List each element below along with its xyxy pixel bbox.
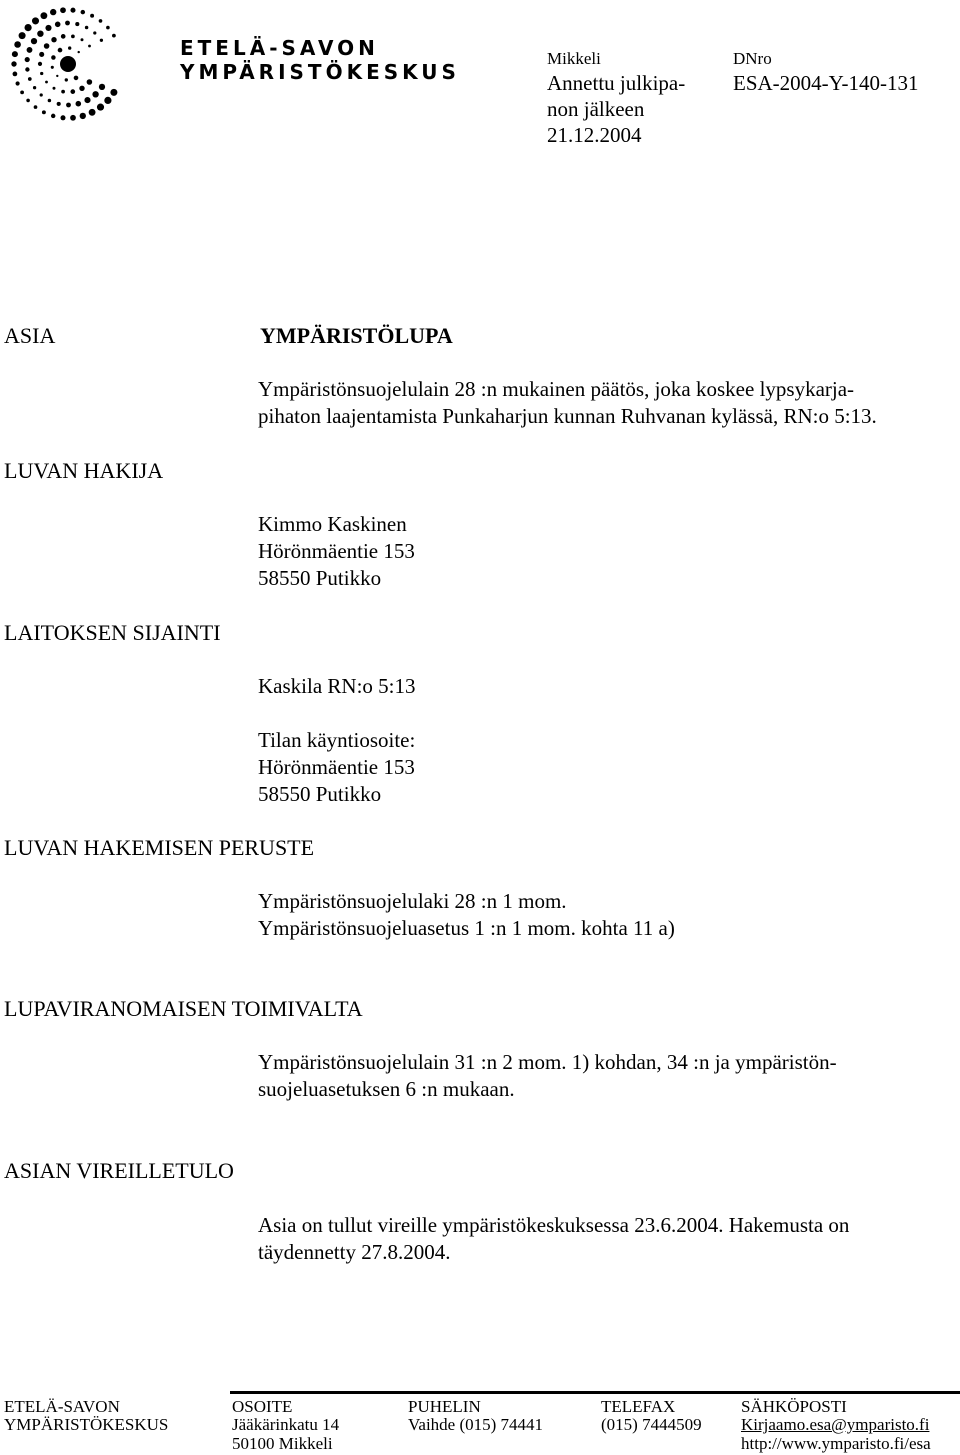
logo — [8, 6, 458, 124]
logo-dot — [45, 81, 48, 84]
logo-dot — [70, 115, 76, 121]
logo-dot — [44, 43, 50, 49]
logo-dot — [85, 26, 89, 30]
logo-dot — [87, 79, 93, 85]
logo-dot — [88, 45, 91, 48]
logo-dot — [14, 41, 21, 48]
footer-email-label: SÄHKÖPOSTI — [741, 1397, 847, 1416]
footer-fax-value: (015) 7444509 — [601, 1415, 702, 1434]
logo-dot — [55, 22, 61, 28]
logo-dot — [26, 99, 30, 103]
logo-dot — [60, 115, 65, 120]
logo-dot — [110, 89, 117, 96]
sijainti-estate: Kaskila RN:o 5:13 — [258, 674, 416, 698]
logo-dot — [56, 75, 58, 77]
logo-dot — [50, 9, 56, 15]
hakija-postal: 58550 Putikko — [258, 566, 382, 590]
logo-dot — [78, 51, 80, 53]
logo-center-dot — [60, 56, 76, 72]
logo-dot — [60, 7, 66, 13]
header-dnro-label: DNro — [733, 49, 772, 68]
logo-dot — [16, 81, 20, 85]
sijainti-visit-label: Tilan käyntiosoite: — [258, 728, 416, 752]
footer-phone-value: Vaihde (015) 74441 — [408, 1415, 544, 1434]
logo-dot — [68, 46, 71, 49]
logo-dot — [61, 34, 66, 39]
logo-dot — [12, 51, 18, 57]
footer-address-postal: 50100 Mikkeli — [232, 1434, 333, 1453]
logo-dot — [40, 12, 47, 19]
asia-title: YMPÄRISTÖLUPA — [260, 323, 453, 348]
logo-dot — [92, 91, 98, 97]
footer-address-label: OSOITE — [232, 1397, 293, 1416]
logo-dot — [38, 62, 42, 66]
logo-dot — [25, 57, 30, 62]
logo-dot — [93, 31, 96, 34]
logo-dot — [51, 66, 54, 69]
logo-dot — [48, 99, 52, 103]
asia-text-line2: pihaton laajentamista Punkaharjun kunnan Ruhvanan kylässä, RN:o 5:13. — [258, 404, 877, 428]
peruste-line1: Ympäristönsuojelulaki 28 :n 1 mom. — [258, 889, 567, 913]
sijainti-postal: 58550 Putikko — [258, 782, 382, 806]
logo-dot — [65, 78, 68, 81]
logo-dots-icon — [8, 6, 128, 124]
footer-address-street: Jääkärinkatu 14 — [232, 1415, 340, 1434]
hakija-street: Hörönmäentie 153 — [258, 539, 415, 563]
logo-dot — [100, 39, 103, 42]
logo-dot — [70, 8, 75, 13]
logo-dot — [58, 48, 63, 53]
logo-text-line1: ETELÄ-SAVON — [180, 36, 379, 60]
section-label-peruste: LUVAN HAKEMISEN PERUSTE — [4, 835, 315, 860]
logo-dot — [76, 101, 82, 107]
section-label-toimivalta: LUPAVIRANOMAISEN TOIMIVALTA — [4, 996, 363, 1021]
logo-dot — [51, 37, 56, 42]
vireilletulo-line2: täydennetty 27.8.2004. — [258, 1240, 451, 1264]
logo-dot — [51, 114, 55, 118]
logo-dot — [25, 24, 32, 31]
toimivalta-line2: suojeluasetuksen 6 :n mukaan. — [258, 1077, 515, 1101]
logo-dot — [40, 72, 43, 75]
footer-phone-label: PUHELIN — [408, 1397, 481, 1416]
header-issued-line2: non jälkeen — [547, 97, 645, 121]
sijainti-street: Hörönmäentie 153 — [258, 755, 415, 779]
logo-dot — [81, 10, 85, 14]
footer-rule — [230, 1391, 960, 1394]
logo-dot — [112, 34, 116, 38]
logo-dot — [27, 47, 33, 53]
header-issued-line1: Annettu julkipa- — [547, 71, 686, 95]
logo-dot — [89, 109, 96, 116]
logo-dot — [42, 110, 46, 114]
logo-dot — [45, 25, 51, 31]
logo-dot — [79, 86, 84, 91]
toimivalta-line1: Ympäristönsuojelulain 31 :n 2 mom. 1) kohdan, 34 :n ja ympäristön- — [258, 1050, 837, 1074]
header-issued-date: 21.12.2004 — [547, 123, 642, 147]
logo-dot — [104, 97, 111, 104]
logo-dot — [11, 61, 16, 66]
header-place: Mikkeli — [547, 49, 601, 68]
footer-org-line2: YMPÄRISTÖKESKUS — [4, 1415, 169, 1434]
logo-dot — [80, 113, 86, 119]
asia-text-line1: Ympäristönsuojelulain 28 :n mukainen päätös, joka koskee lypsykarja- — [258, 377, 855, 401]
logo-dot — [74, 76, 79, 81]
header-dnro-value: ESA-2004-Y-140-131 — [733, 71, 919, 95]
peruste-line2: Ympäristönsuojeluasetus 1 :n 1 mom. kohta 11 a) — [258, 916, 675, 940]
footer-email-link[interactable]: Kirjaamo.esa@ymparisto.fi — [741, 1415, 930, 1434]
logo-dot — [28, 77, 32, 81]
section-label-vireilletulo: ASIAN VIREILLETULO — [4, 1158, 234, 1183]
logo-dot — [81, 38, 84, 41]
section-label-asia: ASIA — [4, 323, 56, 348]
logo-dot — [90, 14, 94, 18]
logo-dot — [66, 103, 71, 108]
logo-dot — [65, 21, 70, 26]
logo-dot — [75, 22, 79, 26]
section-label-sijainti: LAITOKSEN SIJAINTI — [4, 620, 221, 645]
logo-dot — [84, 97, 90, 103]
hakija-name: Kimmo Kaskinen — [258, 512, 407, 536]
logo-dot — [37, 31, 43, 37]
logo-dot — [19, 32, 26, 39]
footer-fax-label: TELEFAX — [601, 1397, 676, 1416]
logo-dot — [33, 86, 36, 89]
footer-web-link[interactable]: http://www.ymparisto.fi/esa — [741, 1434, 931, 1453]
footer-org-line1: ETELÄ-SAVON — [4, 1397, 120, 1416]
section-label-hakija: LUVAN HAKIJA — [4, 458, 164, 483]
logo-dot — [57, 102, 61, 106]
logo-dot — [40, 93, 43, 96]
logo-dot — [31, 38, 37, 44]
logo-dot — [25, 67, 29, 71]
logo-dot — [51, 55, 56, 60]
logo-dot — [53, 87, 56, 90]
logo-dot — [39, 52, 44, 57]
logo-dot — [99, 19, 103, 23]
vireilletulo-line1: Asia on tullut vireille ympäristökeskuksessa 23.6.2004. Hakemusta on — [258, 1213, 850, 1237]
logo-dot — [34, 105, 38, 109]
logo-text-line2: YMPÄRISTÖKESKUS — [180, 60, 460, 84]
logo-dot — [71, 35, 75, 39]
logo-dot — [32, 17, 39, 24]
logo-dot — [99, 84, 105, 90]
logo-dot — [106, 26, 110, 30]
logo-dot — [70, 89, 75, 94]
logo-dot — [20, 91, 24, 95]
logo-dot — [13, 72, 18, 77]
logo-dot — [97, 104, 104, 111]
logo-dot — [61, 90, 65, 94]
